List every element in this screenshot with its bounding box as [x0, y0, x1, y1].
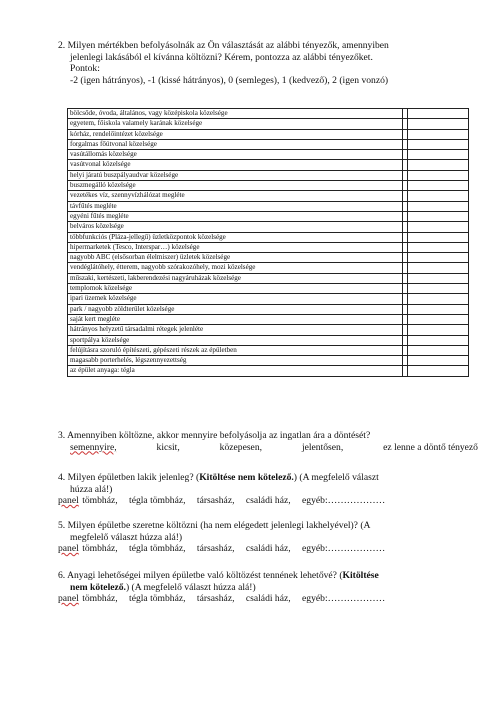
- factor-row: [68, 109, 469, 119]
- factor-row: [68, 345, 469, 355]
- optional-note: Kitöltése: [342, 570, 379, 581]
- factor-row: [68, 263, 469, 273]
- factor-label: egyetem, főiskola valamely karának közelsége: [68, 119, 403, 129]
- factor-score-cell[interactable]: [408, 211, 469, 221]
- factor-score-cell[interactable]: [408, 181, 469, 191]
- factor-label: sportpálya közelsége: [68, 335, 403, 345]
- building-option-other[interactable]: egyéb:………………: [302, 593, 386, 605]
- price-options: [58, 442, 478, 454]
- factor-score-cell[interactable]: [408, 325, 469, 335]
- factor-label: vasútvonal közelsége: [68, 160, 403, 170]
- building-option[interactable]: tégla tömbház,: [129, 543, 186, 555]
- price-option[interactable]: ez lenne a döntő tényező: [383, 441, 478, 453]
- factor-row: [68, 356, 469, 366]
- question-4-instruction: húzza alá!): [70, 483, 113, 495]
- question-5-text: 5. Milyen épületbe szeretne költözni (ha nem elégedett jelenlegi lakhelyével)? (A: [58, 520, 371, 531]
- factor-row: [68, 273, 469, 283]
- building-option-other[interactable]: egyéb:………………: [302, 543, 386, 555]
- factor-row: [68, 335, 469, 345]
- factor-score-cell[interactable]: [408, 356, 469, 366]
- question-5-instruction: megfelelő választ húzza alá!): [70, 531, 183, 543]
- question-6-instruction: ) (A megfelelő választ húzza alá!): [125, 581, 256, 593]
- factor-label: kórház, rendelőintézet közelsége: [68, 129, 403, 139]
- factor-row: [68, 284, 469, 294]
- factor-score-cell[interactable]: [408, 232, 469, 242]
- factor-score-cell[interactable]: [408, 242, 469, 252]
- factor-label: forgalmas főútvonal közelsége: [68, 139, 403, 149]
- factor-score-cell[interactable]: [408, 139, 469, 149]
- factor-label: templomok közelsége: [68, 284, 403, 294]
- question-2-points-label: Pontok:: [70, 63, 100, 75]
- factor-table: [67, 108, 469, 377]
- factor-row: [68, 325, 469, 335]
- question-5: [58, 520, 478, 555]
- factor-label: az épület anyaga: tégla: [68, 366, 403, 376]
- factor-label: helyi járatú buszpályaudvar közelsége: [68, 170, 403, 180]
- factor-label: többfunkciós (Pláza-jellegű) üzletközpontok közelsége: [68, 232, 403, 242]
- price-option[interactable]: kicsit,: [156, 441, 180, 453]
- question-2-line-1: 2. Milyen mértékben befolyásolnák az Ön választását az alábbi tényezők, amennyiben: [58, 40, 389, 51]
- factor-row: [68, 170, 469, 180]
- factor-score-cell[interactable]: [408, 253, 469, 263]
- factor-score-cell[interactable]: [408, 304, 469, 314]
- factor-row: [68, 201, 469, 211]
- factor-row: [68, 129, 469, 139]
- factor-label: nagyobb ABC (elsősorban élelmiszer) üzletek közelsége: [68, 253, 403, 263]
- building-option[interactable]: panel: [58, 543, 79, 555]
- factor-row: [68, 304, 469, 314]
- building-options: [58, 593, 478, 605]
- building-option[interactable]: társasház,: [196, 495, 235, 507]
- factor-row: [68, 294, 469, 304]
- building-option[interactable]: társasház,: [196, 593, 235, 605]
- factor-score-cell[interactable]: [408, 222, 469, 232]
- factor-score-cell[interactable]: [408, 263, 469, 273]
- factor-row: [68, 222, 469, 232]
- factor-label: vendéglátóhely, étterem, nagyobb szórakozóhely, mozi közelsége: [68, 263, 403, 273]
- factor-score-cell[interactable]: [408, 345, 469, 355]
- factor-score-cell[interactable]: [408, 129, 469, 139]
- building-option[interactable]: családi ház,: [245, 593, 291, 605]
- optional-note: nem kötelező.: [70, 581, 126, 593]
- price-option[interactable]: jelentősen,: [301, 441, 344, 453]
- factor-label: vezetékes víz, szennyvízhálózat megléte: [68, 191, 403, 201]
- factor-score-cell[interactable]: [408, 109, 469, 119]
- factor-label: műszaki, kertészeti, lakberendezési nagyáruházak közelsége: [68, 273, 403, 283]
- building-option[interactable]: társasház,: [196, 543, 235, 555]
- factor-row: [68, 211, 469, 221]
- factor-label: távfűtés megléte: [68, 201, 403, 211]
- factor-score-cell[interactable]: [408, 201, 469, 211]
- question-6-text: 6. Anyagi lehetőségei milyen épületbe való költözést tennének lehetővé? (: [58, 570, 343, 581]
- factor-label: buszmegálló közelsége: [68, 181, 403, 191]
- question-4-text: 4. Milyen épületben lakik jelenleg? (: [58, 472, 200, 483]
- question-6: [58, 570, 478, 605]
- factor-label: vasútállomás közelsége: [68, 150, 403, 160]
- question-3: [58, 430, 478, 453]
- building-option[interactable]: tömbház,: [82, 543, 118, 555]
- factor-score-cell[interactable]: [408, 366, 469, 376]
- factor-row: [68, 232, 469, 242]
- factor-score-cell[interactable]: [408, 160, 469, 170]
- building-option[interactable]: családi ház,: [245, 543, 291, 555]
- factor-score-cell[interactable]: [408, 335, 469, 345]
- factor-label: bölcsőde, óvoda, általános, vagy középiskola közelsége: [68, 109, 403, 119]
- factor-score-cell[interactable]: [408, 284, 469, 294]
- building-option[interactable]: tégla tömbház,: [129, 593, 186, 605]
- question-2-line-2: jelenlegi lakásából el kívánna költözni? Kérem, pontozza az alábbi tényezőket.: [70, 51, 373, 63]
- building-option[interactable]: panel: [58, 495, 79, 507]
- factor-score-cell[interactable]: [408, 314, 469, 324]
- factor-score-cell[interactable]: [408, 273, 469, 283]
- factor-row: [68, 253, 469, 263]
- factor-label: belváros közelsége: [68, 222, 403, 232]
- factor-label: park / nagyobb zöldterület közelsége: [68, 304, 403, 314]
- factor-label: hipermarketek (Tesco, Interspar…) közelsége: [68, 242, 403, 252]
- factor-row: [68, 191, 469, 201]
- factor-row: [68, 366, 469, 376]
- question-2: [58, 40, 478, 86]
- building-option[interactable]: tömbház,: [82, 593, 118, 605]
- building-option-other[interactable]: egyéb:………………: [302, 495, 386, 507]
- factor-row: [68, 119, 469, 129]
- price-option[interactable]: semennyire,: [70, 441, 117, 453]
- optional-note: Kitöltése nem kötelező.: [199, 472, 294, 483]
- building-option[interactable]: családi ház,: [245, 495, 291, 507]
- factor-label: egyéni fűtés megléte: [68, 211, 403, 221]
- factor-score-cell[interactable]: [408, 170, 469, 180]
- factor-label: ipari üzemek közelsége: [68, 294, 403, 304]
- factor-row: [68, 150, 469, 160]
- factor-row: [68, 181, 469, 191]
- question-2-scale: -2 (igen hátrányos), -1 (kissé hátrányos), 0 (semleges), 1 (kedvező), 2 (igen vonzó): [70, 74, 389, 86]
- building-option[interactable]: panel: [58, 593, 79, 605]
- factor-score-cell[interactable]: [408, 191, 469, 201]
- factor-label: hátrányos helyzetű társadalmi rétegek jelenléte: [68, 325, 403, 335]
- factor-row: [68, 139, 469, 149]
- price-option[interactable]: közepesen,: [219, 441, 263, 453]
- building-options: [58, 495, 478, 507]
- factor-label: saját kert megléte: [68, 314, 403, 324]
- building-option[interactable]: tégla tömbház,: [129, 495, 186, 507]
- building-options: [58, 543, 478, 555]
- factor-row: [68, 242, 469, 252]
- question-4-text-end: ) (A megfelelő választ: [293, 472, 379, 483]
- question-4: [58, 472, 478, 507]
- factor-label: magasabb porterhelés, légszennyezettség: [68, 356, 403, 366]
- building-option[interactable]: tömbház,: [82, 495, 118, 507]
- factor-row: [68, 160, 469, 170]
- factor-score-cell[interactable]: [408, 150, 469, 160]
- factor-label: felújításra szoruló építészeti, gépészeti részek az épületben: [68, 345, 403, 355]
- question-3-text: 3. Amennyiben költözne, akkor mennyire befolyásolja az ingatlan ára a döntését?: [58, 430, 371, 441]
- factor-score-cell[interactable]: [408, 119, 469, 129]
- factor-row: [68, 314, 469, 324]
- factor-score-cell[interactable]: [408, 294, 469, 304]
